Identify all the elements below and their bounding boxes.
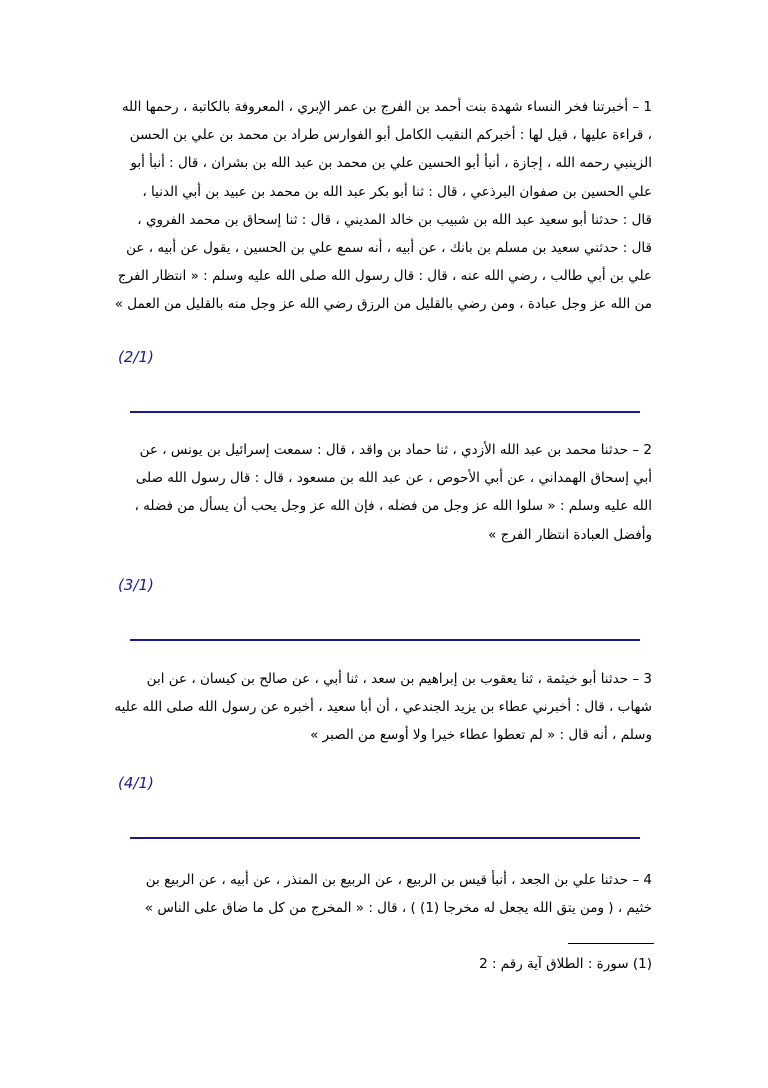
section-divider xyxy=(130,639,640,641)
hadith-3-line: وسلم ، أنه قال : « لم تعطوا عطاء خيرا ولا أوسع من الصبر » xyxy=(310,727,652,744)
section-divider xyxy=(130,411,640,413)
footnote-separator xyxy=(568,943,654,944)
hadith-2-line: 2 – حدثنا محمد بن عبد الله الأزدي ، ثنا حماد بن واقد ، قال : سمعت إسرائيل بن يونس ، عن xyxy=(139,442,652,458)
hadith-1-line: علي الحسين بن صفوان البرذعي ، قال : ثنا أبو بكر عبد الله بن محمد بن عبيد بن أبي الدنيا ، xyxy=(142,183,652,200)
section-divider xyxy=(130,837,640,839)
hadith-3 xyxy=(112,665,652,750)
hadith-1-line: قال : حدثنا أبو سعيد عبد الله بن شبيب بن خالد المديني ، قال : ثنا إسحاق بن محمد الفروي ، xyxy=(137,211,652,228)
hadith-4-line: 4 – حدثنا علي بن الجعد ، أنبأ قيس بن الربيع ، عن الربيع بن المنذر ، عن أبيه ، عن الربيع بن xyxy=(145,872,652,888)
hadith-3-line: شهاب ، قال : أخبرني عطاء بن يزيد الجندعي ، أن أبا سعيد ، أخبره عن رسول الله صلى الله عليه xyxy=(114,699,652,716)
hadith-2-line: وأفضل العبادة انتظار الفرج » xyxy=(488,526,652,543)
hadith-2 xyxy=(112,436,652,549)
hadith-1-line: ، قراءة عليها ، قيل لها : أخبركم النقيب الكامل أبو الفوارس طراد بن محمد بن علي بن الحسن xyxy=(129,127,652,144)
hadith-1-line: 1 – أخبرتنا فخر النساء شهدة بنت أحمد بن الفرج بن عمر الإبري ، المعروفة بالكاتبة ، رحمها الله xyxy=(121,99,652,115)
page-reference-3: (4/1) xyxy=(118,774,154,792)
hadith-2-line: الله عليه وسلم : « سلوا الله عز وجل من فضله ، فإن الله عز وجل يحب أن يسأل من فضله ، xyxy=(134,498,652,515)
hadith-2-line: أبي إسحاق الهمداني ، عن أبي الأحوص ، عن عبد الله بن مسعود ، قال : قال رسول الله صلى xyxy=(135,470,652,487)
hadith-1-line: علي بن أبي طالب ، رضي الله عنه ، قال : قال رسول الله صلى الله عليه وسلم : « انتظار الفرج xyxy=(117,268,652,285)
hadith-1-line: قال : حدثني سعيد بن مسلم بن بانك ، عن أبيه ، أنه سمع علي بن الحسين ، يقول عن أبيه ، عن xyxy=(126,240,652,257)
hadith-1 xyxy=(112,93,652,319)
page-reference-2: (3/1) xyxy=(118,576,154,594)
hadith-3-line: 3 – حدثنا أبو خيثمة ، ثنا يعقوب بن إبراهيم بن سعد ، ثنا أبي ، عن صالح بن كيسان ، عن ابن xyxy=(146,671,652,687)
hadith-4 xyxy=(112,866,652,922)
page-reference-1: (2/1) xyxy=(118,348,154,366)
footnote: (1) سورة : الطلاق آية رقم : 2 xyxy=(479,956,652,972)
hadith-1-line: الزينبي رحمه الله ، إجازة ، أنبأ أبو الحسين علي بن محمد بن عبد الله بن بشران ، قال : أنبأ أبو xyxy=(130,155,652,172)
hadith-1-line: من الله عز وجل عبادة ، ومن رضي بالقليل من الرزق رضي الله عز وجل منه بالقليل من العمل » xyxy=(114,296,652,313)
hadith-4-line: خثيم ، ( ومن يتق الله يجعل له مخرجا (1) ) ، قال : « المخرج من كل ما ضاق على الناس » xyxy=(144,900,652,917)
